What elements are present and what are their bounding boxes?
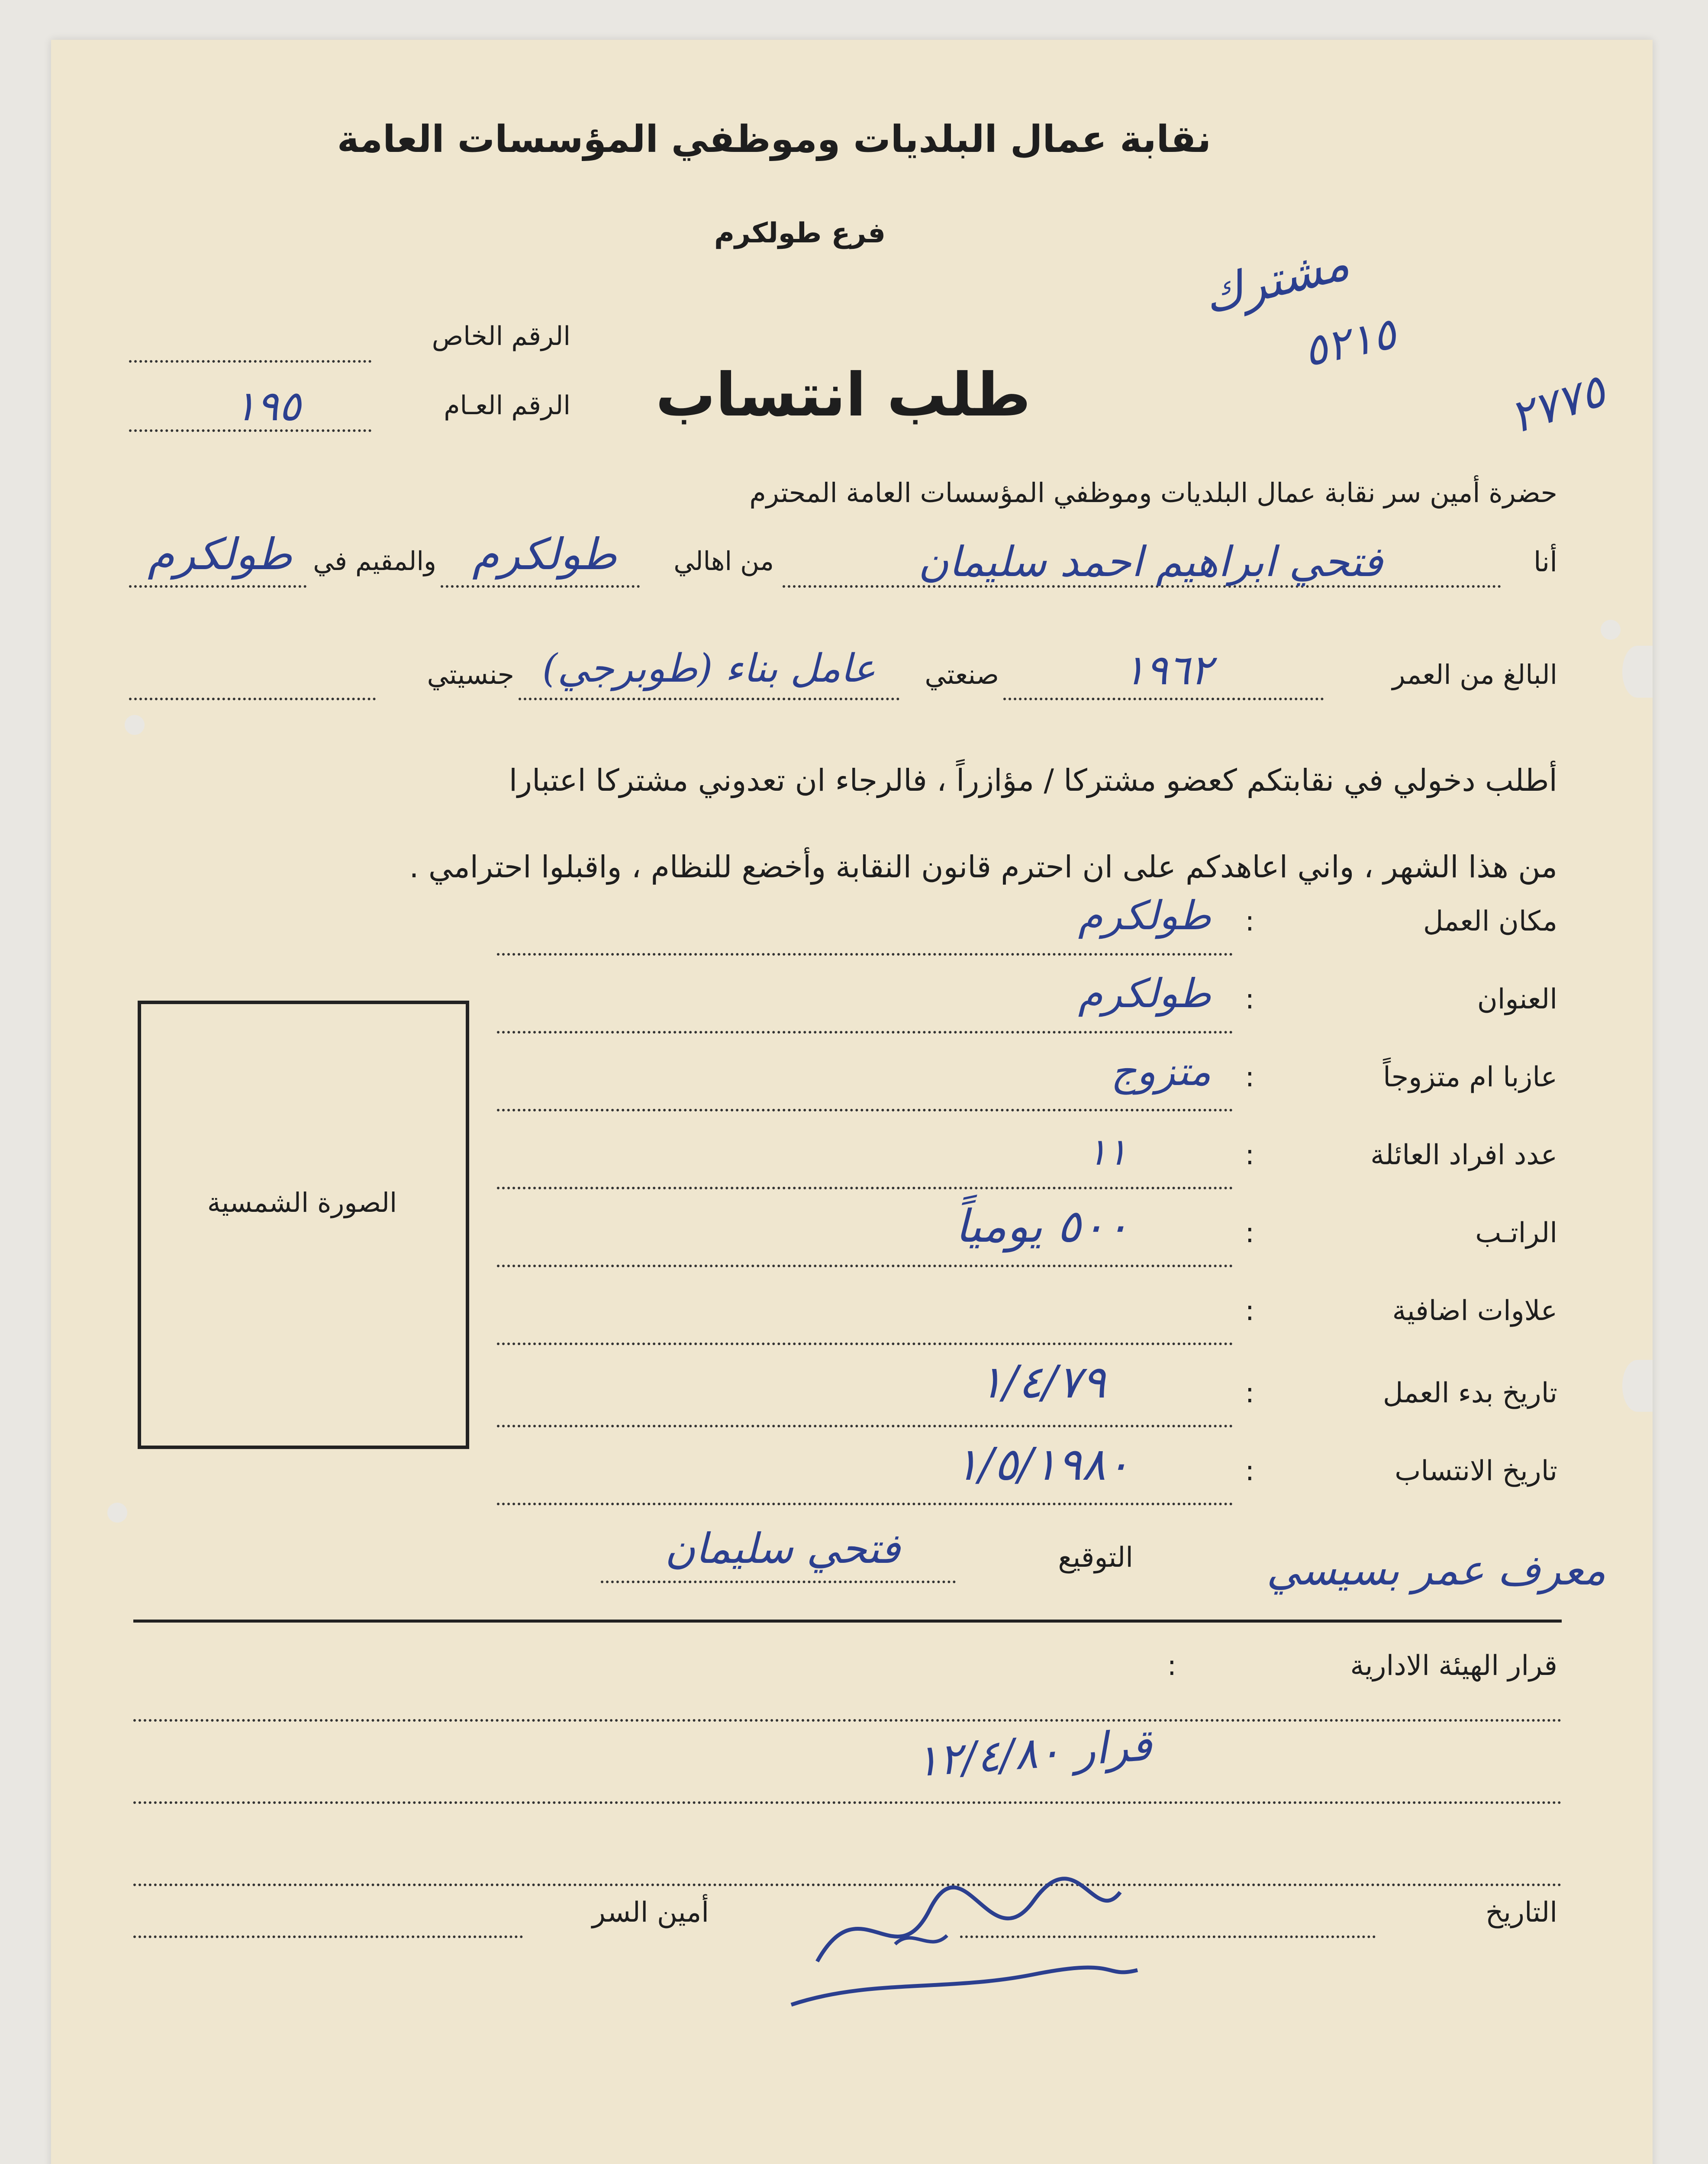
punch-hole-left — [125, 715, 145, 735]
field-line-workplace — [497, 953, 1233, 956]
field-label-start-date: تاريخ بدء العمل — [1383, 1377, 1557, 1409]
decision-note: قرار ١٢/٤/٨٠ — [914, 1720, 1154, 1787]
secretary-line — [133, 1935, 523, 1938]
field-value-family-size: ١١ — [1087, 1130, 1128, 1174]
decision-line-1 — [133, 1719, 1562, 1722]
photo-box — [138, 1001, 469, 1449]
request-line-2: من هذا الشهر ، واني اعاهدكم على ان احترم قانون النقابة وأخضع للنظام ، واقبلوا احترامي . — [409, 849, 1557, 885]
field-value-workplace: طولكرم — [1078, 892, 1211, 939]
form-title: طلب انتساب — [655, 360, 1031, 430]
field-label-salary: الراتـب — [1475, 1217, 1557, 1249]
section-divider — [133, 1620, 1562, 1623]
trade-value: عامل بناء (طوبرجي) — [542, 646, 876, 691]
trade-label: صنعتي — [925, 659, 999, 690]
decision-label: قرار الهيئة الادارية — [1350, 1650, 1557, 1682]
field-colon-marital: : — [1245, 1061, 1254, 1093]
field-line-family-size — [497, 1187, 1233, 1189]
field-colon-salary: : — [1245, 1217, 1254, 1249]
edge-notch-top — [1622, 646, 1653, 698]
applicant-name-value: فتحي ابراهيم احمد سليمان — [918, 538, 1383, 586]
hometown-label: من اهالي — [674, 546, 774, 576]
addressee-line: حضرة أمين سر نقابة عمال البلديات وموظفي المؤسسات العامة المحترم — [749, 477, 1557, 509]
field-colon-allowances: : — [1245, 1295, 1254, 1327]
field-value-address: طولكرم — [1078, 970, 1211, 1017]
field-line-address — [497, 1031, 1233, 1034]
field-colon-join-date: : — [1245, 1455, 1254, 1487]
ana-label: أنا — [1533, 546, 1557, 578]
nationality-label: جنسيتي — [427, 659, 514, 690]
annotation-number: ٥٢١٥ — [1299, 307, 1401, 377]
signature-value: فتحي سليمان — [665, 1524, 900, 1573]
org-name-heading: نقابة عمال البلديات وموظفي المؤسسات العامة — [337, 118, 1211, 161]
field-label-marital: عازبا ام متزوجاً — [1383, 1061, 1557, 1093]
age-label: البالغ من العمر — [1392, 659, 1557, 690]
field-label-address: العنوان — [1477, 983, 1557, 1015]
field-line-allowances — [497, 1343, 1233, 1345]
general-number-label: الرقم العـام — [444, 390, 570, 421]
residence-line — [129, 585, 306, 588]
field-colon-address: : — [1245, 983, 1254, 1015]
field-colon-family-size: : — [1245, 1139, 1254, 1171]
signature-label: التوقيع — [1058, 1542, 1133, 1574]
field-value-join-date: ١/٥/١٩٨٠ — [954, 1438, 1130, 1491]
field-value-start-date: ١/٤/٧٩ — [979, 1356, 1106, 1408]
field-line-marital — [497, 1109, 1233, 1111]
decision-line-2 — [133, 1801, 1562, 1804]
field-colon-workplace: : — [1245, 905, 1254, 937]
field-label-family-size: عدد افراد العائلة — [1370, 1139, 1557, 1171]
date-line — [960, 1935, 1376, 1938]
edge-notch-bottom — [1622, 1360, 1653, 1412]
birth-year-value: ١٩٦٢ — [1123, 646, 1213, 694]
hometown-line — [441, 585, 640, 588]
field-label-workplace: مكان العمل — [1423, 905, 1557, 937]
trade-line — [519, 698, 899, 700]
private-number-label: الرقم الخاص — [432, 321, 570, 351]
form-sheet — [51, 40, 1653, 2164]
residence-label: والمقيم في — [313, 546, 436, 576]
private-number-line — [129, 360, 371, 363]
annotation-subscribed: مشترك — [1197, 235, 1355, 325]
punch-hole-top — [1601, 620, 1621, 640]
punch-hole-bottom — [107, 1503, 127, 1523]
signature-line — [601, 1581, 956, 1583]
request-line-1: أطلب دخولي في نقابتكم كعضو مشتركا / مؤازراً ، فالرجاء ان تعدوني مشتركا اعتبارا — [509, 763, 1557, 798]
age-line — [1003, 698, 1324, 700]
witness-signature: معرف عمر بسيسي — [1266, 1546, 1606, 1594]
date-label: التاريخ — [1485, 1897, 1557, 1929]
general-number-value: ١٩٥ — [234, 382, 301, 430]
field-label-allowances: علاوات اضافية — [1392, 1295, 1557, 1327]
nationality-line — [129, 698, 376, 700]
field-value-salary: ٥٠٠ يومياً — [955, 1200, 1130, 1253]
field-label-join-date: تاريخ الانتساب — [1395, 1455, 1557, 1487]
annotation-far-right-number: ٢٧٧٥ — [1503, 364, 1612, 444]
secretary-label: أمين السر — [592, 1897, 709, 1929]
field-value-marital: متزوج — [1111, 1048, 1211, 1095]
field-line-salary — [497, 1265, 1233, 1267]
decision-colon: : — [1167, 1650, 1176, 1682]
field-colon-start-date: : — [1245, 1377, 1254, 1409]
branch-name: فرع طولكرم — [714, 217, 886, 249]
hometown-value: طولكرم — [472, 529, 617, 580]
photo-label: الصورة الشمسية — [207, 1187, 397, 1218]
field-line-join-date — [497, 1503, 1233, 1505]
residence-value: طولكرم — [147, 529, 293, 580]
field-line-start-date — [497, 1425, 1233, 1427]
